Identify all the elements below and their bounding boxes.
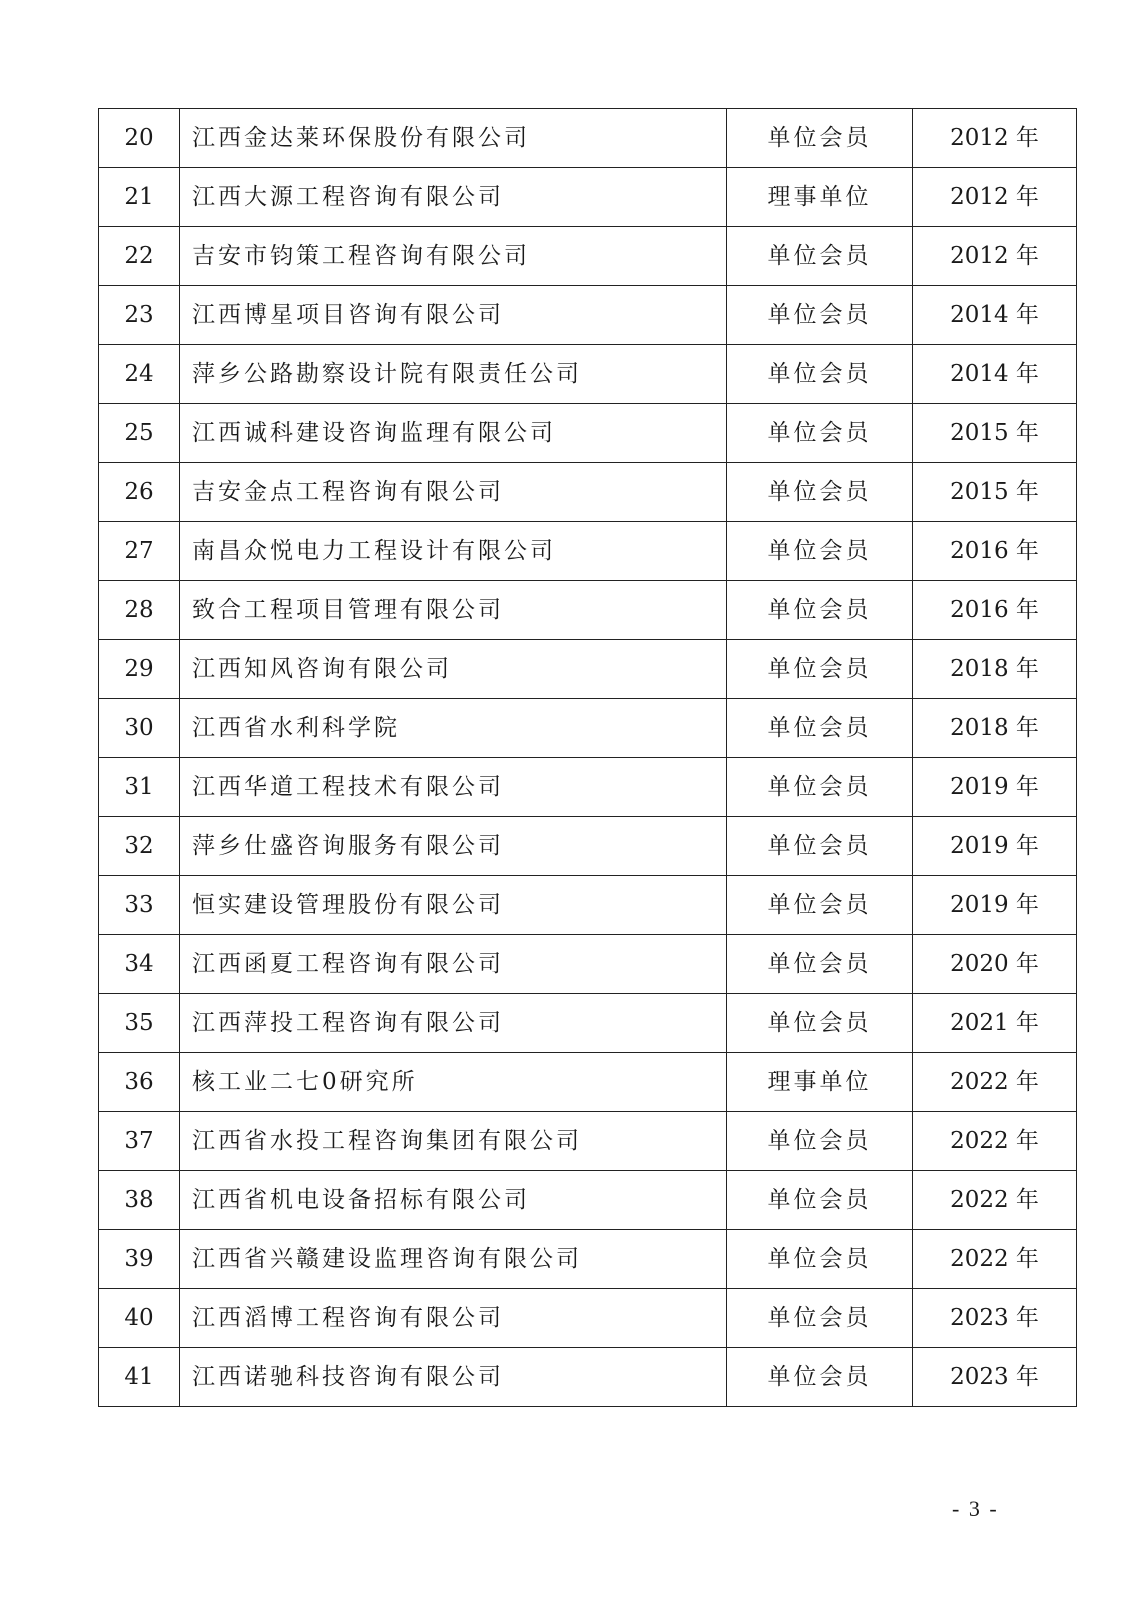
- member-type-cell: 单位会员: [727, 463, 913, 522]
- row-number-cell: 32: [99, 817, 180, 876]
- member-type-cell: 单位会员: [727, 404, 913, 463]
- join-year-cell: 2015 年: [913, 463, 1077, 522]
- member-type-cell: 单位会员: [727, 1289, 913, 1348]
- company-name-cell: 江西省机电设备招标有限公司: [180, 1171, 727, 1230]
- company-name-cell: 江西省水利科学院: [180, 699, 727, 758]
- join-year-cell: 2012 年: [913, 227, 1077, 286]
- row-number-cell: 22: [99, 227, 180, 286]
- member-type-cell: 理事单位: [727, 168, 913, 227]
- join-year-cell: 2019 年: [913, 758, 1077, 817]
- row-number-cell: 39: [99, 1230, 180, 1289]
- table-row: [99, 109, 1077, 168]
- table-row: [99, 1348, 1077, 1407]
- company-name-cell: 南昌众悦电力工程设计有限公司: [180, 522, 727, 581]
- table-row: [99, 286, 1077, 345]
- company-name-cell: 萍乡仕盛咨询服务有限公司: [180, 817, 727, 876]
- row-number-cell: 27: [99, 522, 180, 581]
- row-number-cell: 33: [99, 876, 180, 935]
- company-name-cell: 核工业二七0研究所: [180, 1053, 727, 1112]
- table-row: [99, 522, 1077, 581]
- company-name-cell: 江西大源工程咨询有限公司: [180, 168, 727, 227]
- member-type-cell: 单位会员: [727, 699, 913, 758]
- join-year-cell: 2019 年: [913, 876, 1077, 935]
- member-type-cell: 单位会员: [727, 994, 913, 1053]
- member-type-cell: 单位会员: [727, 817, 913, 876]
- join-year-cell: 2020 年: [913, 935, 1077, 994]
- join-year-cell: 2016 年: [913, 581, 1077, 640]
- company-name-cell: 吉安市钧策工程咨询有限公司: [180, 227, 727, 286]
- company-name-cell: 江西知风咨询有限公司: [180, 640, 727, 699]
- row-number-cell: 41: [99, 1348, 180, 1407]
- member-type-cell: 单位会员: [727, 227, 913, 286]
- table-row: [99, 876, 1077, 935]
- row-number-cell: 29: [99, 640, 180, 699]
- member-type-cell: 单位会员: [727, 758, 913, 817]
- join-year-cell: 2019 年: [913, 817, 1077, 876]
- row-number-cell: 34: [99, 935, 180, 994]
- row-number-cell: 21: [99, 168, 180, 227]
- page-number: - 3 -: [952, 1496, 999, 1521]
- join-year-cell: 2021 年: [913, 994, 1077, 1053]
- company-name-cell: 江西萍投工程咨询有限公司: [180, 994, 727, 1053]
- company-name-cell: 江西华道工程技术有限公司: [180, 758, 727, 817]
- company-name-cell: 江西省兴赣建设监理咨询有限公司: [180, 1230, 727, 1289]
- row-number-cell: 35: [99, 994, 180, 1053]
- company-name-cell: 江西金达莱环保股份有限公司: [180, 109, 727, 168]
- join-year-cell: 2022 年: [913, 1171, 1077, 1230]
- join-year-cell: 2015 年: [913, 404, 1077, 463]
- join-year-cell: 2018 年: [913, 699, 1077, 758]
- table-row: [99, 345, 1077, 404]
- company-name-cell: 吉安金点工程咨询有限公司: [180, 463, 727, 522]
- join-year-cell: 2022 年: [913, 1230, 1077, 1289]
- member-type-cell: 单位会员: [727, 1348, 913, 1407]
- row-number-cell: 37: [99, 1112, 180, 1171]
- member-type-cell: 单位会员: [727, 109, 913, 168]
- member-type-cell: 单位会员: [727, 522, 913, 581]
- row-number-cell: 36: [99, 1053, 180, 1112]
- table-row: [99, 404, 1077, 463]
- table-row: [99, 817, 1077, 876]
- row-number-cell: 38: [99, 1171, 180, 1230]
- join-year-cell: 2022 年: [913, 1053, 1077, 1112]
- join-year-cell: 2012 年: [913, 168, 1077, 227]
- member-type-cell: 单位会员: [727, 1171, 913, 1230]
- member-type-cell: 单位会员: [727, 1112, 913, 1171]
- row-number-cell: 30: [99, 699, 180, 758]
- member-type-cell: 单位会员: [727, 286, 913, 345]
- company-name-cell: 致合工程项目管理有限公司: [180, 581, 727, 640]
- company-name-cell: 萍乡公路勘察设计院有限责任公司: [180, 345, 727, 404]
- company-name-cell: 江西博星项目咨询有限公司: [180, 286, 727, 345]
- member-table-body: [99, 109, 1077, 1407]
- member-type-cell: 理事单位: [727, 1053, 913, 1112]
- row-number-cell: 31: [99, 758, 180, 817]
- row-number-cell: 26: [99, 463, 180, 522]
- join-year-cell: 2023 年: [913, 1289, 1077, 1348]
- table-row: [99, 1230, 1077, 1289]
- table-row: [99, 699, 1077, 758]
- member-type-cell: 单位会员: [727, 1230, 913, 1289]
- table-row: [99, 758, 1077, 817]
- company-name-cell: 恒实建设管理股份有限公司: [180, 876, 727, 935]
- table-row: [99, 168, 1077, 227]
- join-year-cell: 2016 年: [913, 522, 1077, 581]
- company-name-cell: 江西滔博工程咨询有限公司: [180, 1289, 727, 1348]
- table-row: [99, 1053, 1077, 1112]
- company-name-cell: 江西省水投工程咨询集团有限公司: [180, 1112, 727, 1171]
- row-number-cell: 20: [99, 109, 180, 168]
- join-year-cell: 2012 年: [913, 109, 1077, 168]
- member-table: [98, 108, 1077, 1407]
- member-type-cell: 单位会员: [727, 345, 913, 404]
- row-number-cell: 40: [99, 1289, 180, 1348]
- table-row: [99, 935, 1077, 994]
- table-row: [99, 1112, 1077, 1171]
- row-number-cell: 24: [99, 345, 180, 404]
- table-row: [99, 994, 1077, 1053]
- join-year-cell: 2023 年: [913, 1348, 1077, 1407]
- row-number-cell: 23: [99, 286, 180, 345]
- join-year-cell: 2014 年: [913, 345, 1077, 404]
- table-row: [99, 640, 1077, 699]
- table-row: [99, 581, 1077, 640]
- member-type-cell: 单位会员: [727, 640, 913, 699]
- row-number-cell: 25: [99, 404, 180, 463]
- company-name-cell: 江西诚科建设咨询监理有限公司: [180, 404, 727, 463]
- table-row: [99, 1289, 1077, 1348]
- row-number-cell: 28: [99, 581, 180, 640]
- table-row: [99, 463, 1077, 522]
- member-type-cell: 单位会员: [727, 581, 913, 640]
- join-year-cell: 2014 年: [913, 286, 1077, 345]
- join-year-cell: 2018 年: [913, 640, 1077, 699]
- join-year-cell: 2022 年: [913, 1112, 1077, 1171]
- table-row: [99, 227, 1077, 286]
- company-name-cell: 江西函夏工程咨询有限公司: [180, 935, 727, 994]
- member-type-cell: 单位会员: [727, 935, 913, 994]
- company-name-cell: 江西诺驰科技咨询有限公司: [180, 1348, 727, 1407]
- table-row: [99, 1171, 1077, 1230]
- member-type-cell: 单位会员: [727, 876, 913, 935]
